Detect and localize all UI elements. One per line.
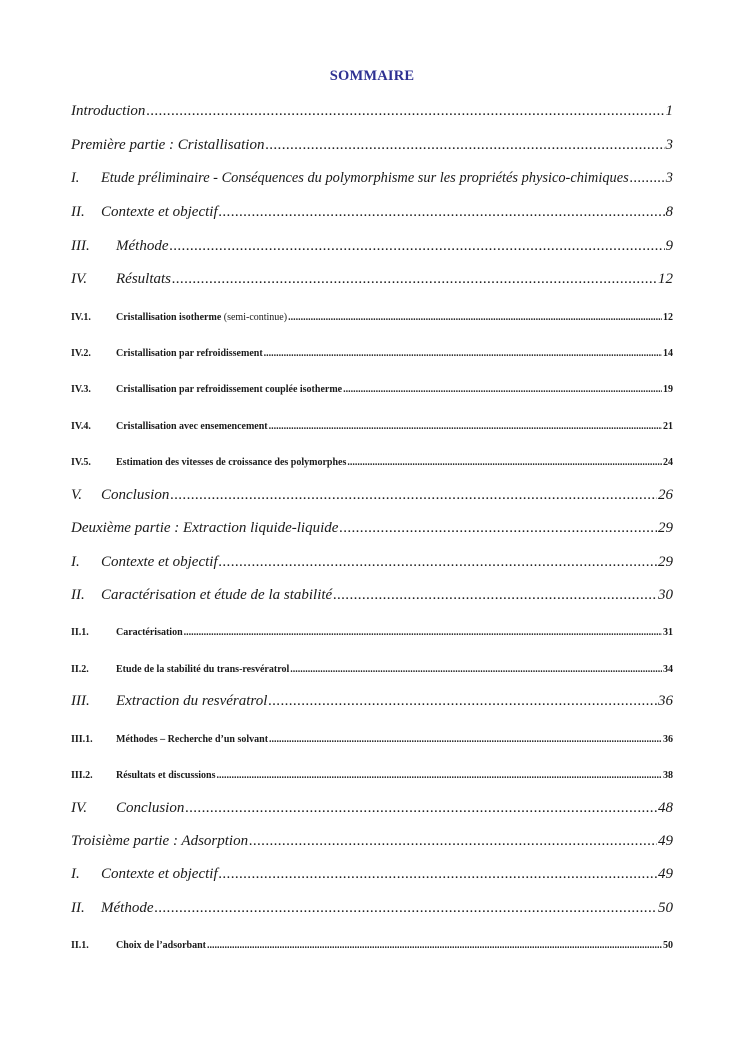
toc-entry-label (116, 312, 287, 323)
toc-entry-page: 36 (658, 693, 673, 709)
toc-entry-number: II. (71, 900, 85, 916)
dot-leader (269, 734, 662, 745)
toc-entry-label-extra: (semi-continue) (223, 312, 288, 323)
toc-entry-label: Caractérisation (116, 627, 183, 638)
dot-leader (333, 587, 657, 604)
toc-entry-page: 34 (663, 664, 673, 675)
toc-entry-number: II. (71, 587, 85, 603)
toc-entry[interactable] (71, 940, 673, 954)
toc-entry[interactable] (71, 103, 673, 123)
toc-entry-label: Cristallisation avec ensemencement (116, 421, 268, 432)
toc-entry[interactable] (71, 734, 673, 748)
toc-entry-label: Etude préliminaire - Conséquences du polymorphisme sur les propriétés physico-chimiques (101, 170, 629, 186)
dot-leader (185, 800, 657, 817)
dot-leader (146, 103, 664, 120)
toc-entry-number: IV. (71, 800, 87, 816)
toc-entry-number: II.1. (71, 627, 89, 638)
toc-entry-label: Contexte et objectif (101, 866, 218, 882)
toc-entry-page: 29 (658, 520, 673, 536)
toc-entry-page: 8 (665, 204, 673, 220)
toc-entry-label: Deuxième partie : Extraction liquide-liquide (71, 520, 339, 536)
toc-entry-number: III.1. (71, 734, 93, 745)
toc-entry[interactable] (71, 271, 673, 291)
page-title: SOMMAIRE (329, 68, 415, 84)
toc-entry[interactable] (71, 587, 673, 607)
toc-entry-label: Résultats (116, 271, 171, 287)
dot-leader (630, 170, 665, 187)
toc-entry-page: 30 (658, 587, 673, 603)
toc-entry[interactable] (71, 137, 673, 157)
toc-entry-label: Cristallisation par refroidissement (116, 348, 263, 359)
toc-entry-number: II. (71, 204, 85, 220)
toc-entry[interactable] (71, 520, 673, 540)
dot-leader (172, 271, 657, 288)
toc-entry-label: Conclusion (116, 800, 185, 816)
toc-entry[interactable] (71, 457, 673, 471)
toc-entry-number: I. (71, 866, 80, 882)
toc-entry-page: 29 (658, 554, 673, 570)
toc-entry[interactable] (71, 664, 673, 678)
toc-entry-number: IV.4. (71, 421, 91, 432)
toc-entry[interactable] (71, 627, 673, 641)
toc-entry-page: 26 (658, 487, 673, 503)
toc-entry-label: Troisième partie : Adsorption (71, 833, 249, 849)
toc-entry-label: Cristallisation par refroidissement couplée isotherme (116, 384, 343, 395)
toc-entry-label: Choix de l’adsorbant (116, 940, 207, 951)
toc-entry-label: Conclusion (101, 487, 170, 503)
toc-entry-label: Extraction du resvératrol (116, 693, 268, 709)
toc-entry-page: 9 (665, 238, 673, 254)
toc-entry-label: Etude de la stabilité du trans-resvératrol (116, 664, 290, 675)
dot-leader (219, 866, 657, 883)
toc-entry[interactable] (71, 900, 673, 920)
dot-leader (170, 487, 657, 504)
toc-entry-page: 19 (663, 384, 673, 395)
toc-entry[interactable] (71, 421, 673, 435)
toc-entry-page: 3 (665, 170, 673, 186)
toc-entry-label: Méthodes – Recherche d’un solvant (116, 734, 269, 745)
toc-entry-label-main: Cristallisation isotherme (116, 312, 222, 323)
dot-leader (343, 384, 662, 395)
toc-entry-page: 50 (663, 940, 673, 951)
toc-entry-label: Caractérisation et étude de la stabilité (101, 587, 333, 603)
toc-entry-page: 49 (658, 866, 673, 882)
toc-entry-label: Résultats et discussions (116, 770, 216, 781)
toc-entry-number: IV.5. (71, 457, 91, 468)
toc-entry-number: IV. (71, 271, 87, 287)
toc-entry-page: 31 (663, 627, 673, 638)
toc-entry[interactable] (71, 348, 673, 362)
toc-entry[interactable] (71, 487, 673, 507)
toc-entry[interactable] (71, 238, 673, 258)
toc-entry-label: Méthode (116, 238, 169, 254)
toc-entry[interactable] (71, 693, 673, 713)
toc-entry-label: Introduction (71, 103, 146, 119)
toc-entry-page: 36 (663, 734, 673, 745)
toc-entry-number: II.1. (71, 940, 89, 951)
dot-leader (269, 421, 662, 432)
dot-leader (290, 664, 662, 675)
toc-entry[interactable] (71, 170, 673, 190)
table-of-contents (71, 0, 673, 1053)
dot-leader (219, 204, 665, 221)
dot-leader (219, 554, 657, 571)
toc-entry-page: 38 (663, 770, 673, 781)
dot-leader (268, 693, 657, 710)
toc-entry[interactable] (71, 204, 673, 224)
toc-entry[interactable] (71, 800, 673, 820)
toc-entry[interactable] (71, 384, 673, 398)
toc-entry[interactable] (71, 312, 673, 326)
dot-leader (216, 770, 662, 781)
dot-leader (207, 940, 662, 951)
toc-entry-page: 50 (658, 900, 673, 916)
toc-entry-page: 24 (663, 457, 673, 468)
toc-entry-number: IV.3. (71, 384, 91, 395)
dot-leader (249, 833, 657, 850)
toc-entry-page: 12 (658, 271, 673, 287)
toc-entry-page: 21 (663, 421, 673, 432)
dot-leader (339, 520, 657, 537)
dot-leader (169, 238, 664, 255)
toc-entry-label: Méthode (101, 900, 154, 916)
dot-leader (265, 137, 664, 154)
dot-leader (288, 312, 662, 323)
toc-entry-page: 48 (658, 800, 673, 816)
toc-entry-number: V. (71, 487, 82, 503)
toc-entry-label: Estimation des vitesses de croissance des polymorphes (116, 457, 347, 468)
toc-entry-label: Première partie : Cristallisation (71, 137, 265, 153)
toc-entry-number: III.2. (71, 770, 93, 781)
toc-entry-number: IV.2. (71, 348, 91, 359)
toc-entry-number: II.2. (71, 664, 89, 675)
toc-entry[interactable] (71, 866, 673, 886)
dot-leader (154, 900, 657, 917)
dot-leader (184, 627, 662, 638)
toc-entry-number: I. (71, 170, 80, 186)
toc-entry-number: IV.1. (71, 312, 91, 323)
toc-entry-label: Contexte et objectif (101, 554, 218, 570)
toc-entry-page: 3 (665, 137, 673, 153)
toc-entry-page: 14 (663, 348, 673, 359)
toc-entry-page: 12 (663, 312, 673, 323)
toc-entry-page: 49 (658, 833, 673, 849)
dot-leader (347, 457, 662, 468)
toc-entry-number: III. (71, 693, 90, 709)
dot-leader (264, 348, 662, 359)
toc-entry-page: 1 (665, 103, 673, 119)
toc-entry[interactable] (71, 770, 673, 784)
toc-entry-number: I. (71, 554, 80, 570)
toc-entry[interactable] (71, 554, 673, 574)
toc-entry-label: Contexte et objectif (101, 204, 218, 220)
toc-entry-number: III. (71, 238, 90, 254)
toc-entry[interactable] (71, 833, 673, 853)
